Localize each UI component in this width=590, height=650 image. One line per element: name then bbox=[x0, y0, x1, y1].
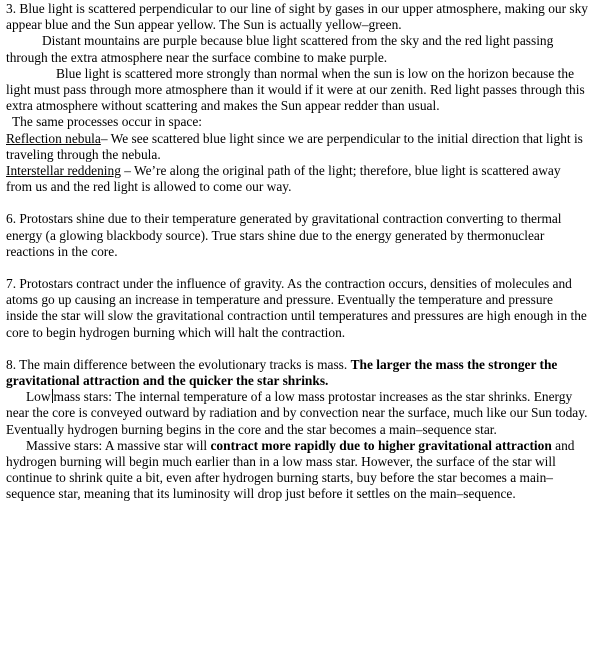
reflection-nebula-text: – We see scattered blue light since we are perpendicular to the initial direction that light is traveling through the nebula. bbox=[6, 130, 583, 162]
reflection-nebula-paragraph bbox=[6, 131, 588, 163]
interstellar-reddening-term: Interstellar reddening bbox=[6, 163, 121, 179]
item8-intro-paragraph bbox=[6, 357, 588, 389]
text-cursor bbox=[52, 389, 53, 403]
item6-paragraph: 6. Protostars shine due to their temperature generated by gravitational contraction converting to thermal energy (a glowing blackbody source). True stars shine due to the energy generated by thermonuclear reactions in the core. bbox=[6, 211, 562, 259]
low-mass-text: mass stars: The internal temperature of a low mass protostar increases as the star shrinks. Energy near the core is conveyed outward by radiation and by convection near the surface, much like our Sun today. Eventually hydrogen burning begins in the core and the star becomes a main–sequence star. bbox=[6, 389, 588, 437]
interstellar-reddening-text: – We’re along the original path of the light; therefore, blue light is scattered away from us and the red light is allowed to come our way. bbox=[6, 163, 561, 195]
item8-intro-text: 8. The main difference between the evolutionary tracks is mass. bbox=[6, 356, 351, 372]
low-mass-label: Low bbox=[26, 389, 51, 405]
massive-paragraph bbox=[6, 438, 588, 503]
item3-paragraph-3: Blue light is scattered more strongly than normal when the sun is low on the horizon because the light must pass through more atmosphere than it would if it were at our zenith. Red light passes through this extra atmosphere without scattering and makes the Sun appear redder than usual. bbox=[6, 65, 585, 114]
massive-text-b: and hydrogen burning will begin much earlier than in a low mass star. However, the surface of the star will continue to shrink quite a bit, even after hydrogen burning starts, buy before the star becomes a main–sequence star, meaning that its luminosity will drop just before it settles on the main–sequence. bbox=[6, 437, 575, 502]
spacer bbox=[6, 260, 588, 276]
reflection-nebula-term: Reflection nebula bbox=[6, 130, 101, 146]
item3-paragraph-4: The same processes occur in space: bbox=[12, 114, 202, 130]
item3-paragraph-2: Distant mountains are purple because blue light scattered from the sky and the red light passing through the extra atmosphere near the surface combine to make purple. bbox=[6, 33, 554, 65]
item7-paragraph: 7. Protostars contract under the influence of gravity. As the contraction occurs, densities of molecules and atoms go up causing an increase in temperature and pressure. Eventually the temperature and pressure inside the star will slow the gravitational contraction until temperatures and pressures are high enough in the core to begin hydrogen burning which will halt the contraction. bbox=[6, 276, 587, 340]
spacer bbox=[6, 195, 588, 211]
low-mass-paragraph bbox=[6, 389, 588, 438]
item8-intro-bold: The larger the mass the stronger the gravitational attraction and the quicker the star shrinks. bbox=[6, 356, 558, 389]
interstellar-reddening-paragraph bbox=[6, 163, 588, 195]
spacer bbox=[6, 341, 588, 357]
item3-paragraph-1: 3. Blue light is scattered perpendicular to our line of sight by gases in our upper atmosphere, making our sky appear blue and the Sun appear yellow. The Sun is actually yellow–green. bbox=[6, 1, 588, 33]
massive-text-a: Massive stars: A massive star will bbox=[26, 437, 211, 453]
massive-bold: contract more rapidly due to higher gravitational attraction bbox=[210, 437, 552, 453]
